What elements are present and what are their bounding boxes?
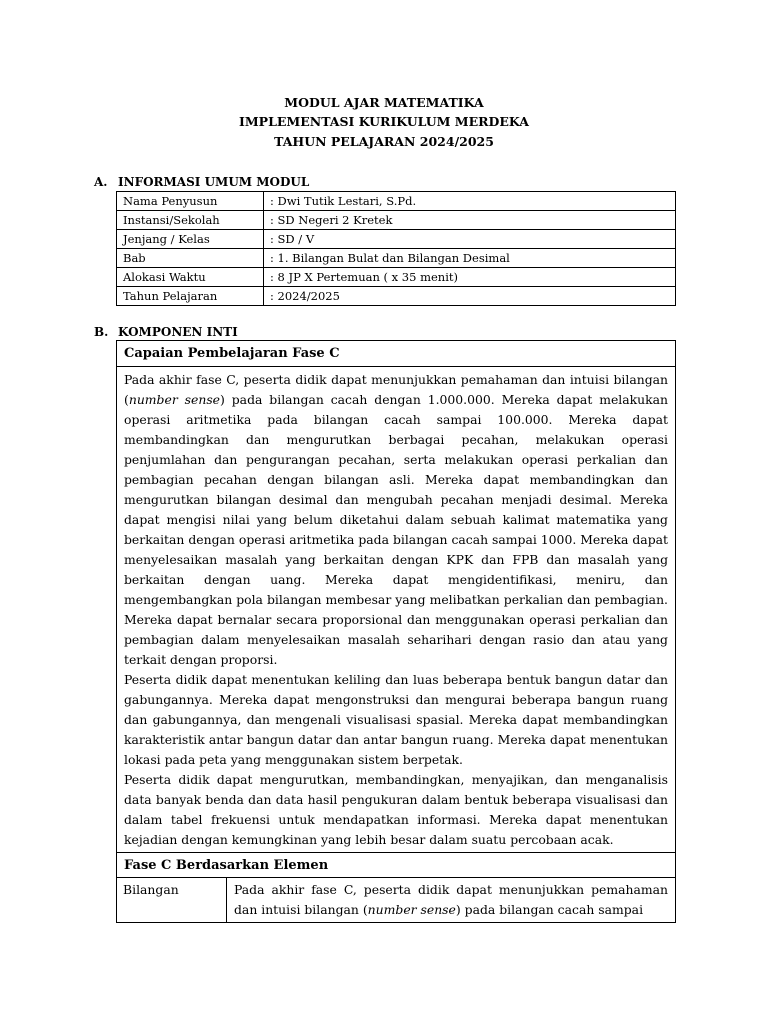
table-row [117,211,676,230]
elemen-emphasis: number sense [367,902,456,917]
table-row [117,192,676,211]
info-value: : SD Negeri 2 Kretek [264,211,676,230]
cp-body [117,367,675,852]
cp-paragraph-1 [124,370,668,670]
info-value: : 2024/2025 [264,287,676,306]
cp-paragraph-1-emphasis: number sense [128,392,221,407]
info-key: Nama Penyusun [117,192,264,211]
elemen-name: Bilangan [117,878,227,922]
cp-heading: Capaian Pembelajaran Fase C [117,341,675,367]
info-table [116,191,676,306]
elemen-row [117,878,675,922]
elemen-description [227,878,675,922]
doc-title-line-2: IMPLEMENTASI KURIKULUM MERDEKA [239,114,529,129]
section-a-heading [94,174,309,190]
info-key: Tahun Pelajaran [117,287,264,306]
cp-paragraph-3: Peserta didik dapat mengurutkan, membandingkan, menyajikan, dan menganalisis data banyak benda dan data hasil pengukuran dalam bentuk beberapa visualisasi dan dalam tabel frekuensi untuk mendapatkan informasi. Mereka dapat menentukan kejadian dengan kemungkinan yang lebih besar dalam suatu percobaan acak. [124,772,668,847]
info-value: : SD / V [264,230,676,249]
cp-paragraph-2: Peserta didik dapat menentukan keliling dan luas beberapa bentuk bangun datar dan gabungannya. Mereka dapat mengonstruksi dan mengurai beberapa bangun ruang dan gabungannya, dan mengenali visualisasi spasial. Mereka dapat membandingkan karakteristik antar bangun datar dan antar bangun ruang. Mereka dapat menentukan lokasi pada peta yang menggunakan sistem berpetak. [124,672,668,767]
doc-title-line-3: TAHUN PELAJARAN 2024/2025 [274,134,494,149]
elemen-text-a: Pada akhir fase C, peserta didik dapat menunjukkan pemahaman dan intuisi bilangan ( [234,882,668,917]
komponen-inti-box [116,340,676,923]
table-row [117,230,676,249]
elemen-heading: Fase C Berdasarkan Elemen [117,852,675,878]
section-a-letter: A. [94,175,108,189]
section-b-letter: B. [94,325,109,339]
info-key: Bab [117,249,264,268]
cp-paragraph-1-text-a: Pada akhir fase C, peserta didik dapat menunjukkan pemahaman dan intuisi bilangan ( [124,372,668,407]
info-value: : Dwi Tutik Lestari, S.Pd. [264,192,676,211]
info-key: Instansi/Sekolah [117,211,264,230]
cp-paragraph-1-text-b: ) pada bilangan cacah dengan 1.000.000. Mereka dapat melakukan operasi aritmetika pada bilangan cacah sampai 100.000. Mereka dapat membandingkan dan mengurutkan berbagai pecahan, melakukan operasi penjumlahan dan pengurangan pecahan, serta melakukan operasi perkalian dan pembagian pecahan dengan bilangan asli. Mereka dapat membandingkan dan mengurutkan bilangan desimal dan mengubah pecahan menjadi desimal. Mereka dapat mengisi nilai yang belum diketahui dalam sebuah kalimat matematika yang berkaitan dengan operasi aritmetika pada bilangan cacah sampai 1000. Mereka dapat menyelesaikan masalah yang berkaitan dengan KPK dan FPB dan masalah yang berkaitan dengan uang. Mereka dapat mengidentifikasi, meniru, dan mengembangkan pola bilangan membesar yang melibatkan perkalian dan pembagian. Mereka dapat bernalar secara proporsional dan menggunakan operasi perkalian dan pembagian dalam menyelesaikan masalah seharihari dengan rasio dan atau yang terkait dengan proporsi. [124,392,669,667]
section-a-title: INFORMASI UMUM MODUL [118,175,310,189]
section-b-title: KOMPONEN INTI [118,325,238,339]
table-row [117,268,676,287]
elemen-text-b: ) pada bilangan cacah sampai [455,902,644,917]
info-key: Alokasi Waktu [117,268,264,287]
table-row [117,287,676,306]
info-key: Jenjang / Kelas [117,230,264,249]
doc-title-line-1: MODUL AJAR MATEMATIKA [284,95,484,110]
info-value: : 8 JP X Pertemuan ( x 35 menit) [264,268,676,287]
section-b-heading [94,324,238,340]
table-row [117,249,676,268]
info-value: : 1. Bilangan Bulat dan Bilangan Desimal [264,249,676,268]
